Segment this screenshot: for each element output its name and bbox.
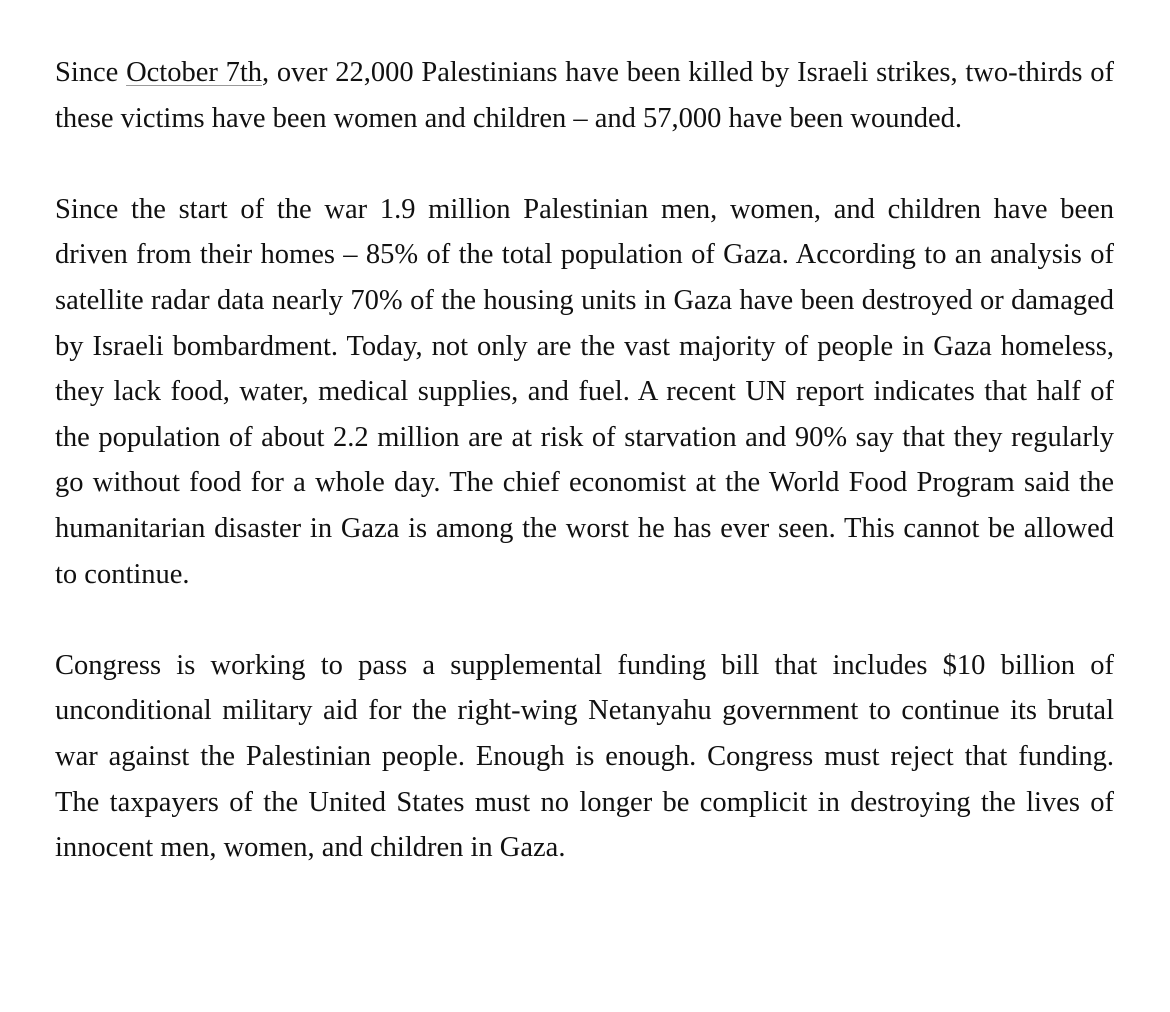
october-7th-link[interactable]: October 7th xyxy=(126,57,263,88)
paragraph-congress: Congress is working to pass a supplemental funding bill that includes $10 billion of unconditional military aid for the right-wing Netanyahu government to continue its brutal war against the Palestinian people. Enough is enough. Congress must reject that funding. The taxpayers of the United States must no longer be complicit in destroying the lives of innocent men, women, and children in Gaza. xyxy=(55,649,1114,864)
paragraph-casualties-text: , over 22,000 Palestinians have been killed by Israeli strikes, two-thirds of these victims have been women and children – and 57,000 have been wounded. xyxy=(55,57,1114,134)
paragraph-casualties-intro: Since xyxy=(55,57,127,88)
paragraph-displacement: Since the start of the war 1.9 million Palestinian men, women, and children have been driven from their homes – 85% of the total population of Gaza. According to an analysis of satellite radar data nearly 70% of the housing units in Gaza have been destroyed or damaged by Israeli bombardment. Today, not only are the vast majority of people in Gaza homeless, they lack food, water, medical supplies, and fuel. A recent UN report indicates that half of the population of about 2.2 million are at risk of starvation and 90% say that they regularly go without food for a whole day. The chief economist at the World Food Program said the humanitarian disaster in Gaza is among the worst he has ever seen. This cannot be allowed to continue. xyxy=(55,193,1114,590)
paragraph-casualties xyxy=(55,50,1114,141)
document-body xyxy=(55,50,1114,871)
